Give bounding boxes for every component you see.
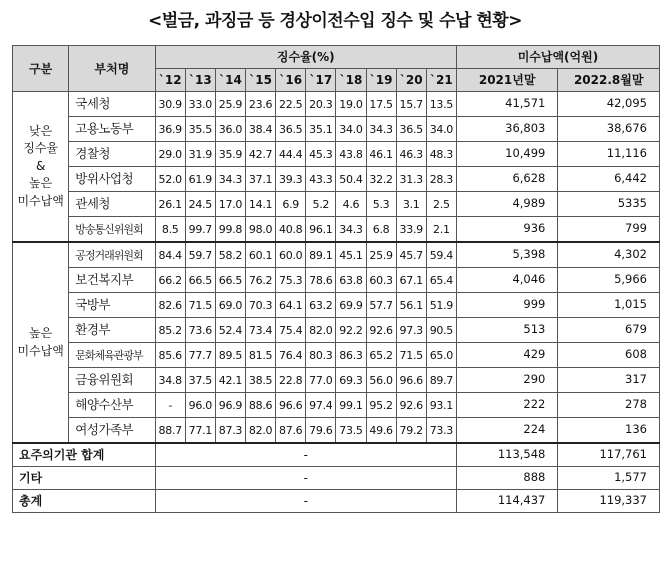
rate-cell: - bbox=[155, 393, 185, 418]
rate-cell: 36.5 bbox=[276, 117, 306, 142]
rate-cell: 71.5 bbox=[396, 343, 426, 368]
agency-name: 금융위원회 bbox=[69, 368, 155, 393]
unpaid-2022-cell: 1,015 bbox=[558, 293, 660, 318]
rate-cell: 64.1 bbox=[276, 293, 306, 318]
summary-rate-dash: - bbox=[155, 467, 456, 490]
table-row bbox=[13, 343, 660, 368]
unpaid-2022-cell: 317 bbox=[558, 368, 660, 393]
rate-cell: 79.2 bbox=[396, 418, 426, 444]
rate-cell: 96.6 bbox=[276, 393, 306, 418]
unpaid-2022-cell: 42,095 bbox=[558, 92, 660, 117]
rate-cell: 24.5 bbox=[185, 192, 215, 217]
unpaid-2022-cell: 136 bbox=[558, 418, 660, 444]
unpaid-2022-cell: 608 bbox=[558, 343, 660, 368]
rate-cell: 70.3 bbox=[246, 293, 276, 318]
unpaid-2022-cell: 5335 bbox=[558, 192, 660, 217]
rate-cell: 34.0 bbox=[336, 117, 366, 142]
rate-cell: 8.5 bbox=[155, 217, 185, 243]
rate-cell: 29.0 bbox=[155, 142, 185, 167]
rate-cell: 85.2 bbox=[155, 318, 185, 343]
rate-cell: 73.5 bbox=[336, 418, 366, 444]
rate-cell: 67.1 bbox=[396, 268, 426, 293]
rate-cell: 36.9 bbox=[155, 117, 185, 142]
rate-cell: 44.4 bbox=[276, 142, 306, 167]
summary-row bbox=[13, 490, 660, 513]
summary-label: 요주의기관 합계 bbox=[13, 443, 156, 467]
rate-cell: 66.2 bbox=[155, 268, 185, 293]
group-label: 낮은 징수율 & 높은 미수납액 bbox=[13, 92, 69, 243]
rate-cell: 17.0 bbox=[215, 192, 245, 217]
table-row bbox=[13, 192, 660, 217]
summary-row bbox=[13, 467, 660, 490]
summary-2022-cell: 119,337 bbox=[558, 490, 660, 513]
rate-cell: 69.3 bbox=[336, 368, 366, 393]
table-row bbox=[13, 242, 660, 268]
header-year: `16 bbox=[276, 69, 306, 92]
unpaid-2022-cell: 5,966 bbox=[558, 268, 660, 293]
rate-cell: 97.3 bbox=[396, 318, 426, 343]
agency-name: 환경부 bbox=[69, 318, 155, 343]
rate-cell: 63.2 bbox=[306, 293, 336, 318]
rate-cell: 93.1 bbox=[426, 393, 456, 418]
unpaid-2022-cell: 799 bbox=[558, 217, 660, 243]
summary-2022-cell: 1,577 bbox=[558, 467, 660, 490]
rate-cell: 22.5 bbox=[276, 92, 306, 117]
agency-name: 경찰청 bbox=[69, 142, 155, 167]
rate-cell: 63.8 bbox=[336, 268, 366, 293]
table-row bbox=[13, 268, 660, 293]
header-year: `21 bbox=[426, 69, 456, 92]
rate-cell: 2.5 bbox=[426, 192, 456, 217]
unpaid-2021-cell: 936 bbox=[456, 217, 557, 243]
rate-cell: 43.8 bbox=[336, 142, 366, 167]
rate-cell: 89.5 bbox=[215, 343, 245, 368]
rate-cell: 79.6 bbox=[306, 418, 336, 444]
unpaid-2022-cell: 11,116 bbox=[558, 142, 660, 167]
unpaid-2022-cell: 278 bbox=[558, 393, 660, 418]
rate-cell: 88.6 bbox=[246, 393, 276, 418]
unpaid-2021-cell: 4,989 bbox=[456, 192, 557, 217]
rate-cell: 77.1 bbox=[185, 418, 215, 444]
header-group: 구분 bbox=[13, 46, 69, 92]
rate-cell: 87.6 bbox=[276, 418, 306, 444]
table-row bbox=[13, 318, 660, 343]
rate-cell: 96.9 bbox=[215, 393, 245, 418]
unpaid-2021-cell: 41,571 bbox=[456, 92, 557, 117]
rate-cell: 28.3 bbox=[426, 167, 456, 192]
rate-cell: 39.3 bbox=[276, 167, 306, 192]
rate-cell: 92.6 bbox=[366, 318, 396, 343]
rate-cell: 66.5 bbox=[185, 268, 215, 293]
rate-cell: 14.1 bbox=[246, 192, 276, 217]
table-row bbox=[13, 217, 660, 243]
rate-cell: 56.0 bbox=[366, 368, 396, 393]
rate-cell: 52.0 bbox=[155, 167, 185, 192]
rate-cell: 99.8 bbox=[215, 217, 245, 243]
rate-cell: 59.4 bbox=[426, 242, 456, 268]
rate-cell: 35.5 bbox=[185, 117, 215, 142]
rate-cell: 96.1 bbox=[306, 217, 336, 243]
unpaid-2021-cell: 5,398 bbox=[456, 242, 557, 268]
rate-cell: 60.0 bbox=[276, 242, 306, 268]
rate-cell: 78.6 bbox=[306, 268, 336, 293]
rate-cell: 17.5 bbox=[366, 92, 396, 117]
rate-cell: 34.0 bbox=[426, 117, 456, 142]
rate-cell: 95.2 bbox=[366, 393, 396, 418]
summary-2021-cell: 114,437 bbox=[456, 490, 557, 513]
rate-cell: 13.5 bbox=[426, 92, 456, 117]
rate-cell: 88.7 bbox=[155, 418, 185, 444]
rate-cell: 77.7 bbox=[185, 343, 215, 368]
rate-cell: 38.5 bbox=[246, 368, 276, 393]
rate-cell: 69.9 bbox=[336, 293, 366, 318]
rate-cell: 33.9 bbox=[396, 217, 426, 243]
agency-name: 방위사업청 bbox=[69, 167, 155, 192]
rate-cell: 82.6 bbox=[155, 293, 185, 318]
rate-cell: 37.5 bbox=[185, 368, 215, 393]
rate-cell: 81.5 bbox=[246, 343, 276, 368]
rate-cell: 34.3 bbox=[366, 117, 396, 142]
rate-cell: 73.6 bbox=[185, 318, 215, 343]
rate-cell: 90.5 bbox=[426, 318, 456, 343]
rate-cell: 31.3 bbox=[396, 167, 426, 192]
rate-cell: 20.3 bbox=[306, 92, 336, 117]
summary-2021-cell: 113,548 bbox=[456, 443, 557, 467]
rate-cell: 92.2 bbox=[336, 318, 366, 343]
rate-cell: 86.3 bbox=[336, 343, 366, 368]
header-unpaid: 미수납액(억원) bbox=[456, 46, 659, 69]
unpaid-2021-cell: 4,046 bbox=[456, 268, 557, 293]
rate-cell: 40.8 bbox=[276, 217, 306, 243]
unpaid-2021-cell: 10,499 bbox=[456, 142, 557, 167]
unpaid-2022-cell: 4,302 bbox=[558, 242, 660, 268]
rate-cell: 57.7 bbox=[366, 293, 396, 318]
rate-cell: 51.9 bbox=[426, 293, 456, 318]
rate-cell: 4.6 bbox=[336, 192, 366, 217]
header-year: `19 bbox=[366, 69, 396, 92]
rate-cell: 5.2 bbox=[306, 192, 336, 217]
rate-cell: 37.1 bbox=[246, 167, 276, 192]
header-year: `13 bbox=[185, 69, 215, 92]
rate-cell: 82.0 bbox=[246, 418, 276, 444]
unpaid-2021-cell: 224 bbox=[456, 418, 557, 444]
header-year: `20 bbox=[396, 69, 426, 92]
rate-cell: 99.7 bbox=[185, 217, 215, 243]
header-year: `17 bbox=[306, 69, 336, 92]
rate-cell: 92.6 bbox=[396, 393, 426, 418]
rate-cell: 87.3 bbox=[215, 418, 245, 444]
rate-cell: 69.0 bbox=[215, 293, 245, 318]
rate-cell: 89.1 bbox=[306, 242, 336, 268]
agency-name: 관세청 bbox=[69, 192, 155, 217]
table-row bbox=[13, 368, 660, 393]
rate-cell: 97.4 bbox=[306, 393, 336, 418]
agency-name: 방송통신위원회 bbox=[69, 217, 155, 243]
table-row bbox=[13, 293, 660, 318]
rate-cell: 19.0 bbox=[336, 92, 366, 117]
rate-cell: 33.0 bbox=[185, 92, 215, 117]
rate-cell: 96.6 bbox=[396, 368, 426, 393]
rate-cell: 46.1 bbox=[366, 142, 396, 167]
rate-cell: 32.2 bbox=[366, 167, 396, 192]
rate-cell: 22.8 bbox=[276, 368, 306, 393]
rate-cell: 76.2 bbox=[246, 268, 276, 293]
rate-cell: 50.4 bbox=[336, 167, 366, 192]
rate-cell: 77.0 bbox=[306, 368, 336, 393]
rate-cell: 15.7 bbox=[396, 92, 426, 117]
rate-cell: 34.3 bbox=[215, 167, 245, 192]
rate-cell: 5.3 bbox=[366, 192, 396, 217]
agency-name: 국세청 bbox=[69, 92, 155, 117]
rate-cell: 98.0 bbox=[246, 217, 276, 243]
agency-name: 국방부 bbox=[69, 293, 155, 318]
rate-cell: 45.7 bbox=[396, 242, 426, 268]
page-title: <벌금, 과징금 등 경상이전수입 징수 및 수납 현황> bbox=[148, 11, 522, 31]
rate-cell: 2.1 bbox=[426, 217, 456, 243]
agency-name: 해양수산부 bbox=[69, 393, 155, 418]
rate-cell: 61.9 bbox=[185, 167, 215, 192]
rate-cell: 31.9 bbox=[185, 142, 215, 167]
rate-cell: 6.8 bbox=[366, 217, 396, 243]
unpaid-2022-cell: 6,442 bbox=[558, 167, 660, 192]
rate-cell: 36.5 bbox=[396, 117, 426, 142]
header-year: `14 bbox=[215, 69, 245, 92]
header-agency: 부처명 bbox=[69, 46, 155, 92]
rate-cell: 99.1 bbox=[336, 393, 366, 418]
rate-cell: 45.1 bbox=[336, 242, 366, 268]
rate-cell: 65.2 bbox=[366, 343, 396, 368]
rate-cell: 73.4 bbox=[246, 318, 276, 343]
summary-label: 총계 bbox=[13, 490, 156, 513]
rate-cell: 35.9 bbox=[215, 142, 245, 167]
unpaid-2021-cell: 513 bbox=[456, 318, 557, 343]
summary-row bbox=[13, 443, 660, 467]
agency-name: 고용노동부 bbox=[69, 117, 155, 142]
unpaid-2022-cell: 679 bbox=[558, 318, 660, 343]
rate-cell: 34.3 bbox=[336, 217, 366, 243]
unpaid-2021-cell: 222 bbox=[456, 393, 557, 418]
header-rate: 징수율(%) bbox=[155, 46, 456, 69]
rate-cell: 43.3 bbox=[306, 167, 336, 192]
table-row bbox=[13, 142, 660, 167]
rate-cell: 60.1 bbox=[246, 242, 276, 268]
summary-rate-dash: - bbox=[155, 443, 456, 467]
rate-cell: 59.7 bbox=[185, 242, 215, 268]
rate-cell: 25.9 bbox=[366, 242, 396, 268]
rate-cell: 73.3 bbox=[426, 418, 456, 444]
revenue-collection-table bbox=[12, 45, 660, 513]
rate-cell: 96.0 bbox=[185, 393, 215, 418]
rate-cell: 42.7 bbox=[246, 142, 276, 167]
summary-rate-dash: - bbox=[155, 490, 456, 513]
rate-cell: 58.2 bbox=[215, 242, 245, 268]
header-year: `12 bbox=[155, 69, 185, 92]
header-year: `15 bbox=[246, 69, 276, 92]
rate-cell: 89.7 bbox=[426, 368, 456, 393]
rate-cell: 35.1 bbox=[306, 117, 336, 142]
unpaid-2021-cell: 36,803 bbox=[456, 117, 557, 142]
rate-cell: 71.5 bbox=[185, 293, 215, 318]
unpaid-2021-cell: 6,628 bbox=[456, 167, 557, 192]
agency-name: 문화체육관광부 bbox=[69, 343, 155, 368]
rate-cell: 66.5 bbox=[215, 268, 245, 293]
rate-cell: 75.3 bbox=[276, 268, 306, 293]
rate-cell: 80.3 bbox=[306, 343, 336, 368]
header-year: `18 bbox=[336, 69, 366, 92]
summary-2022-cell: 117,761 bbox=[558, 443, 660, 467]
table-row bbox=[13, 167, 660, 192]
summary-2021-cell: 888 bbox=[456, 467, 557, 490]
unpaid-2021-cell: 429 bbox=[456, 343, 557, 368]
table-row bbox=[13, 117, 660, 142]
agency-name: 여성가족부 bbox=[69, 418, 155, 444]
rate-cell: 76.4 bbox=[276, 343, 306, 368]
rate-cell: 46.3 bbox=[396, 142, 426, 167]
rate-cell: 3.1 bbox=[396, 192, 426, 217]
rate-cell: 85.6 bbox=[155, 343, 185, 368]
rate-cell: 84.4 bbox=[155, 242, 185, 268]
rate-cell: 65.4 bbox=[426, 268, 456, 293]
rate-cell: 36.0 bbox=[215, 117, 245, 142]
rate-cell: 23.6 bbox=[246, 92, 276, 117]
agency-name: 보건복지부 bbox=[69, 268, 155, 293]
rate-cell: 26.1 bbox=[155, 192, 185, 217]
rate-cell: 52.4 bbox=[215, 318, 245, 343]
table-row bbox=[13, 92, 660, 117]
rate-cell: 42.1 bbox=[215, 368, 245, 393]
header-unpaid-col: 2021년말 bbox=[456, 69, 557, 92]
rate-cell: 45.3 bbox=[306, 142, 336, 167]
rate-cell: 34.8 bbox=[155, 368, 185, 393]
summary-label: 기타 bbox=[13, 467, 156, 490]
rate-cell: 60.3 bbox=[366, 268, 396, 293]
rate-cell: 48.3 bbox=[426, 142, 456, 167]
unpaid-2021-cell: 999 bbox=[456, 293, 557, 318]
rate-cell: 38.4 bbox=[246, 117, 276, 142]
rate-cell: 56.1 bbox=[396, 293, 426, 318]
rate-cell: 65.0 bbox=[426, 343, 456, 368]
rate-cell: 49.6 bbox=[366, 418, 396, 444]
unpaid-2021-cell: 290 bbox=[456, 368, 557, 393]
header-unpaid-col: 2022.8월말 bbox=[558, 69, 660, 92]
rate-cell: 6.9 bbox=[276, 192, 306, 217]
group-label: 높은 미수납액 bbox=[13, 242, 69, 443]
rate-cell: 82.0 bbox=[306, 318, 336, 343]
rate-cell: 75.4 bbox=[276, 318, 306, 343]
table-row bbox=[13, 393, 660, 418]
rate-cell: 25.9 bbox=[215, 92, 245, 117]
rate-cell: 30.9 bbox=[155, 92, 185, 117]
unpaid-2022-cell: 38,676 bbox=[558, 117, 660, 142]
table-row bbox=[13, 418, 660, 444]
agency-name: 공정거래위원회 bbox=[69, 242, 155, 268]
